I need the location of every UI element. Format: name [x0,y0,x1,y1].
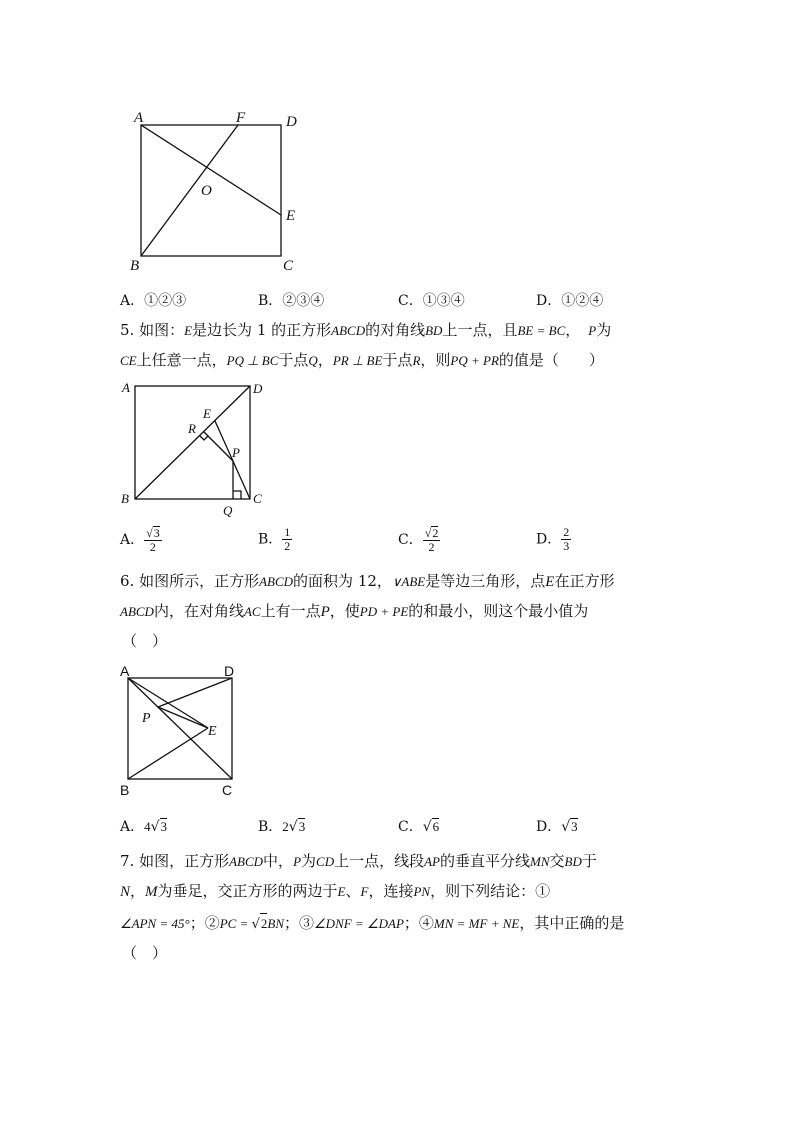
q6-label-b: B [120,782,130,798]
q7-conclusion-2b: BN [267,916,285,931]
q6-label-e: E [208,724,217,739]
label-o: O [201,183,212,199]
q5-label-p: P [232,445,240,460]
q5-label-r: R [188,421,196,436]
q7-conclusion-4: MN = MF + NE [433,916,520,931]
q7-text: 上一点，线段 [334,852,425,870]
q5-option-b[interactable] [258,526,292,553]
q5-line-1 [120,320,611,341]
q7-var-p: P [293,854,302,869]
sqrt-symbol: √ [288,819,298,835]
q6-option-c[interactable] [398,816,439,836]
q6-text: 在正方形 [554,572,615,590]
q5-text: ， [565,321,581,339]
q6-text: 的和最小，则这个最小值为 [408,602,589,620]
q7-text: ，则下列结论：① [430,882,551,900]
label-e: E [286,208,296,224]
segment-bf [141,125,238,256]
segment-ae [141,125,281,215]
q6-number: 6. 如图所示，正方形 [120,572,260,590]
q5-text: ，则 [420,351,451,369]
label-c: C [283,258,294,274]
q5-var-e: E [184,323,193,338]
q7-text: 中， [263,852,294,870]
q7-conclusion-1: ∠APN = 45° [120,916,190,931]
q7-var-ap: AP [424,854,440,869]
q5-label-a: A [122,380,130,395]
option-prefix: C． [398,819,423,835]
fraction-denominator: 2 [428,540,435,554]
fraction [561,526,571,553]
option-prefix: B． [258,531,283,548]
q6-var-abcd: ABCD [259,574,294,589]
q7-text: ，连接 [368,882,414,900]
q6-text: 的面积为 12， [293,572,392,590]
q7-var-abcd: ABCD [229,854,264,869]
q6-option-a[interactable] [120,816,167,836]
q7-var-e: E [337,884,346,899]
figure-q6-square [112,660,252,800]
q7-text: 为垂足，交正方形的两边于 [157,882,338,900]
label-f: F [236,110,246,126]
fraction [423,526,441,554]
q6-label-a: A [120,663,130,679]
radicand: 3 [153,526,160,540]
option-prefix: A． [120,532,145,548]
q5-var-abcd: ABCD [331,323,366,338]
q7-var-pn: PN [413,884,431,899]
q5-number: 5. 如图： [120,321,185,339]
q7-line-3 [120,913,624,935]
sqrt-symbol: √ [561,819,571,835]
radicand: 3 [298,819,306,834]
q7-line-1 [120,851,597,872]
q5-line-2 [120,350,604,371]
q5-right-angle-q [233,491,241,499]
fraction-numerator: √2 [424,526,439,540]
sqrt-symbol: √ [251,917,260,932]
q5-expr-sum: PQ + PR [450,353,499,368]
q7-var-m: M [145,884,158,900]
q5-text: 为 [596,321,612,339]
q6-label-c: C [222,782,233,798]
q6-option-b[interactable] [258,816,305,836]
q5-label-c: C [253,491,262,506]
q7-text: 交 [549,852,565,870]
q5-text: 于点 [278,351,309,369]
q5-var-ce: CE [120,353,137,368]
q6-segment-be [128,728,208,779]
q7-conclusion-2-radicand: 2 [260,913,268,934]
q5-text: 是边长为 1 的正方形 [192,321,332,339]
option-prefix: D． [536,819,562,835]
q7-var-n: N [120,884,131,900]
fraction-numerator: 2 [563,525,570,539]
q6-text: 上有一点 [260,602,321,620]
q7-text: 为 [301,852,317,870]
q6-var-abcd-2: ABCD [120,604,154,619]
q5-label-b: B [121,491,129,506]
q5-var-p: P [588,323,597,338]
coefficient: 2 [282,819,289,834]
q6-option-d[interactable] [536,816,578,836]
fraction [144,526,162,554]
q6-line-2 [120,601,588,622]
q6-text: 是等边三角形，点 [425,572,546,590]
q6-segment-pd [158,678,232,707]
label-a: A [134,110,144,126]
q4-option-b[interactable]: B．②③④ [258,293,325,309]
q5-label-q: Q [223,503,233,518]
q5-text: 上一点，且 [442,321,518,339]
sqrt-symbol: √ [422,819,432,835]
option-prefix: A． [120,819,145,835]
radicand: 3 [160,819,168,834]
q5-option-a[interactable] [120,526,162,554]
q5-text: 的对角线 [365,321,426,339]
fraction-numerator: 1 [284,525,291,539]
q7-text: 、 [345,882,361,900]
q5-option-d[interactable] [536,526,571,553]
q7-text: ， [130,882,146,900]
fraction-numerator: √3 [146,526,160,540]
option-prefix: C． [398,532,423,548]
fraction [282,526,292,553]
radicand: 2 [432,526,439,540]
q7-conclusion-3: ∠DNF = ∠DAP [314,916,404,931]
fraction-denominator: 2 [149,540,156,554]
q6-var-ac: AC [243,604,261,619]
q7-text: ；② [189,914,220,932]
q6-var-e: E [545,574,555,590]
q5-expr-be-bc: BE = BC [517,323,566,338]
label-b: B [130,258,140,274]
figure-q5-square [115,375,275,520]
q7-var-cd: CD [316,854,335,869]
figure-square-aodfe [120,100,320,280]
q7-answer-blank: （ ） [122,944,168,962]
q6-text: ，使 [329,602,360,620]
coefficient: 4 [144,819,151,834]
q7-var-mn: MN [530,854,550,869]
q5-text: 的值是（ ） [498,351,604,369]
q5-var-q: Q [308,353,318,368]
sqrt-symbol: √ [150,819,160,835]
option-prefix: B． [258,819,283,835]
radicand: 3 [571,819,578,834]
q6-text: 内，在对角线 [153,602,244,620]
q7-number: 7. 如图，正方形 [120,852,230,870]
q4-option-c[interactable]: C．①③④ [398,293,465,309]
q7-var-bd: BD [564,854,582,869]
q7-conclusion-2a: PC = [219,916,252,931]
q7-text: ；③ [284,914,315,932]
fraction-denominator: 3 [563,539,570,553]
q5-label-d: D [253,381,263,396]
q7-line-2 [120,881,550,902]
radicand: 6 [432,819,440,834]
q4-option-a[interactable]: A．①②③ [120,293,187,309]
q5-option-c[interactable] [398,526,440,554]
q7-text: 于 [581,852,597,870]
q5-var-bd: BD [425,323,443,338]
q7-text: ；④ [403,914,434,932]
q6-line-1 [120,571,614,592]
fraction-denominator: 2 [284,539,291,553]
q5-expr-pr-perp: PR ⊥ BE [332,353,383,368]
q5-text: 于点 [382,351,413,369]
q5-text: 上任意一点， [136,351,227,369]
q7-text: 的垂直平分线 [440,852,531,870]
q5-var-r: R [412,353,421,368]
q4-option-d[interactable]: D．①②④ [536,293,604,309]
label-d: D [286,114,297,130]
q6-var-p: P [320,604,330,620]
q6-var-abe: ∨ABE [391,574,426,589]
q5-right-angle-r [200,436,208,440]
option-prefix: D． [536,531,562,548]
q5-text: ， [317,351,333,369]
q6-segment-pe [158,707,208,728]
q5-label-e: E [203,406,211,421]
q6-label-p: P [142,711,151,726]
q6-expr-sum: PD + PE [359,604,409,619]
q5-expr-pq-perp: PQ ⊥ BC [226,353,279,368]
q6-label-d: D [224,663,235,679]
q6-answer-blank: （ ） [122,632,168,650]
q7-text: ，其中正确的是 [519,914,625,932]
q7-var-f: F [360,884,369,899]
